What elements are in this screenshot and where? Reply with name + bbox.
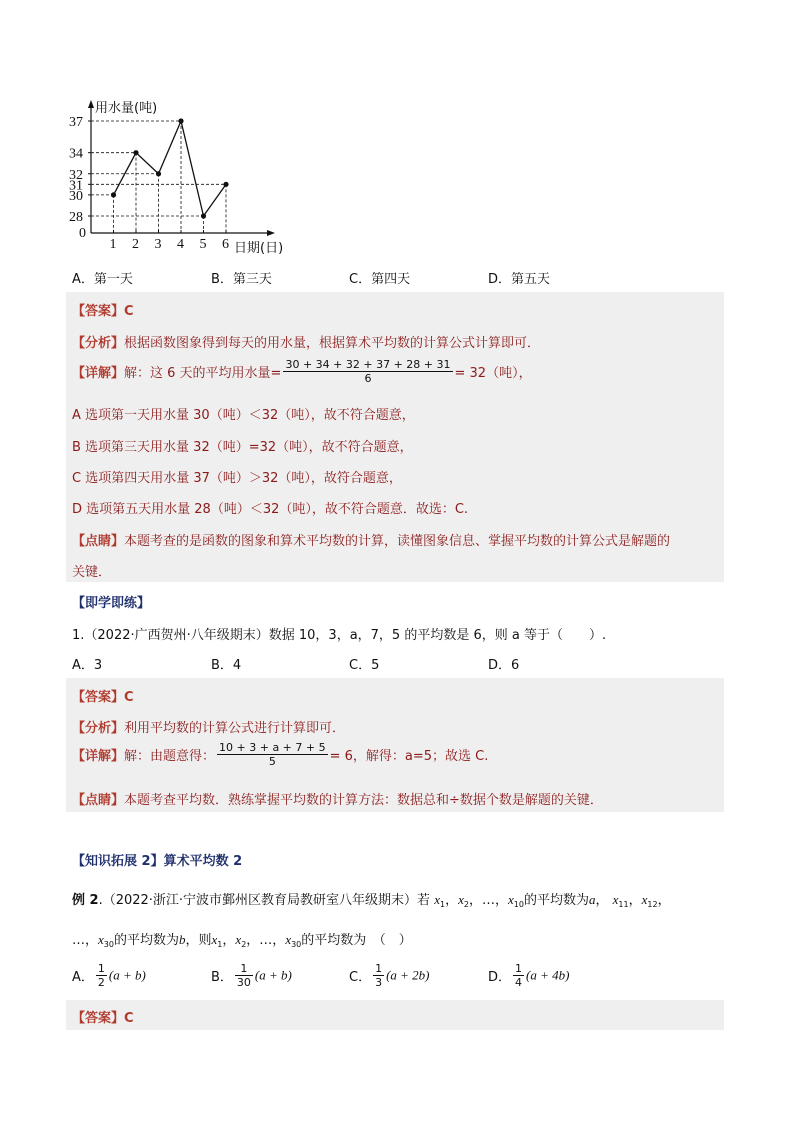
y-tick-label: 28 (69, 210, 83, 225)
q1-comment-continued: 关键． (72, 565, 112, 580)
q2-option-c: C．5 (349, 658, 380, 673)
x-tick-label: 6 (222, 237, 229, 252)
y-tick-label: 34 (69, 146, 83, 162)
y-tick-label: 37 (69, 115, 83, 130)
x-tick-label: 3 (154, 237, 162, 252)
data-point (133, 150, 138, 155)
water-usage-line-chart (66, 96, 326, 256)
practice-heading: 【即学即练】 (72, 596, 151, 611)
x-tick-label: 5 (199, 237, 207, 252)
q2-answer: 【答案】C (72, 690, 134, 705)
x-axis-label: 日期(日) (234, 241, 284, 256)
q1-option-b: B．第三天 (211, 272, 272, 287)
ex2-answer-panel (66, 1000, 724, 1030)
data-point (111, 192, 116, 197)
ex2-answer: 【答案】C (72, 1011, 134, 1026)
q2-comment: 【点睛】本题考查平均数．熟练掌握平均数的计算方法：数据总和÷数据个数是解题的关键． (72, 793, 603, 808)
q1-option-a: A．第一天 (72, 272, 133, 287)
q1-analysis: 【分析】根据函数图象得到每天的用水量，根据算术平均数的计算公式计算即可． (72, 336, 541, 351)
data-point (223, 182, 228, 187)
section-heading: 【知识拓展 2】算术平均数 2 (72, 854, 243, 869)
y-tick-label: 31 (69, 178, 83, 194)
x-tick-label: 4 (177, 237, 184, 252)
ex2-stem-line2: …，$x_{30}$的平均数为b，则$x_1$，$x_2$，…，$x_{30}$的平均数为 （ ） (72, 932, 412, 949)
q1-comment: 【点睛】本题考查的是函数的图象和算术平均数的计算，读懂图象信息、掌握平均数的计算公式是解题的 (72, 534, 671, 549)
y-tick-label: 30 (69, 188, 83, 204)
y-axis-arrow (88, 100, 94, 108)
series-line (114, 121, 227, 216)
x-tick-label: 2 (132, 237, 139, 252)
q1-detail: 【详解】解：这 6 天的平均用水量= $\frac{30 + 34 + 32 + 37 + 28 + 31}{6}$ = 32（吨）， (72, 358, 532, 385)
q2-detail: 【详解】解：由题意得： $\frac{10 + 3 + a + 7 + 5}{5}$ = 6，解得：a=5；故选 C. (72, 741, 489, 768)
ex2-stem-line1: 例 2.（2022·浙江·宁波市鄞州区教育局教研室八年级期末）若 $x_1$，$x_2$，…，$x_{10}$的平均数为a， $x_{11}$，$x_{12}$， (72, 892, 671, 909)
q2-analysis: 【分析】利用平均数的计算公式进行计算即可． (72, 721, 346, 736)
q1-option-c: C．第四天 (349, 272, 411, 287)
ex2-option-d: D． $\frac{1}{4}$ (a + 4b) (488, 962, 570, 989)
q1-check-b: B 选项第三天用水量 32（吨）=32（吨），故不符合题意， (72, 440, 413, 455)
q1-check-d: D 选项第五天用水量 28（吨）＜32（吨），故不符合题意．故选：C. (72, 502, 469, 517)
y-axis-label: 用水量(吨) (95, 101, 158, 116)
y-tick-label-0: 0 (79, 226, 86, 241)
ex2-option-a: A． $\frac{1}{2}$ (a + b) (72, 962, 146, 989)
q2-stem: 1.（2022·广西贺州·八年级期末）数据 10，3，a，7，5 的平均数是 6，则 a 等于（ ）. (72, 628, 607, 643)
q1-check-a: A 选项第一天用水量 30（吨）＜32（吨），故不符合题意， (72, 408, 415, 423)
ex2-option-b: B． $\frac{1}{30}$ (a + b) (211, 962, 292, 989)
q1-check-c: C 选项第四天用水量 37（吨）＞32（吨），故符合题意， (72, 471, 402, 486)
ex2-option-c: C． $\frac{1}{3}$ (a + 2b) (349, 962, 430, 989)
q2-option-d: D．6 (488, 658, 520, 673)
q2-option-b: B．4 (211, 658, 242, 673)
x-tick-label: 1 (109, 237, 117, 252)
y-tick-label: 32 (69, 167, 83, 183)
q1-answer: 【答案】C (72, 304, 134, 319)
q2-option-a: A．3 (72, 658, 103, 673)
q2-average-fraction: $\frac{10 + 3 + a + 7 + 5}{5}$ (219, 741, 326, 768)
x-axis-arrow (267, 230, 275, 236)
q1-option-d: D．第五天 (488, 272, 551, 287)
data-point (201, 213, 206, 218)
q1-average-fraction: $\frac{30 + 34 + 32 + 37 + 28 + 31}{6}$ (285, 358, 451, 385)
data-point (156, 171, 161, 176)
data-point (178, 118, 183, 123)
